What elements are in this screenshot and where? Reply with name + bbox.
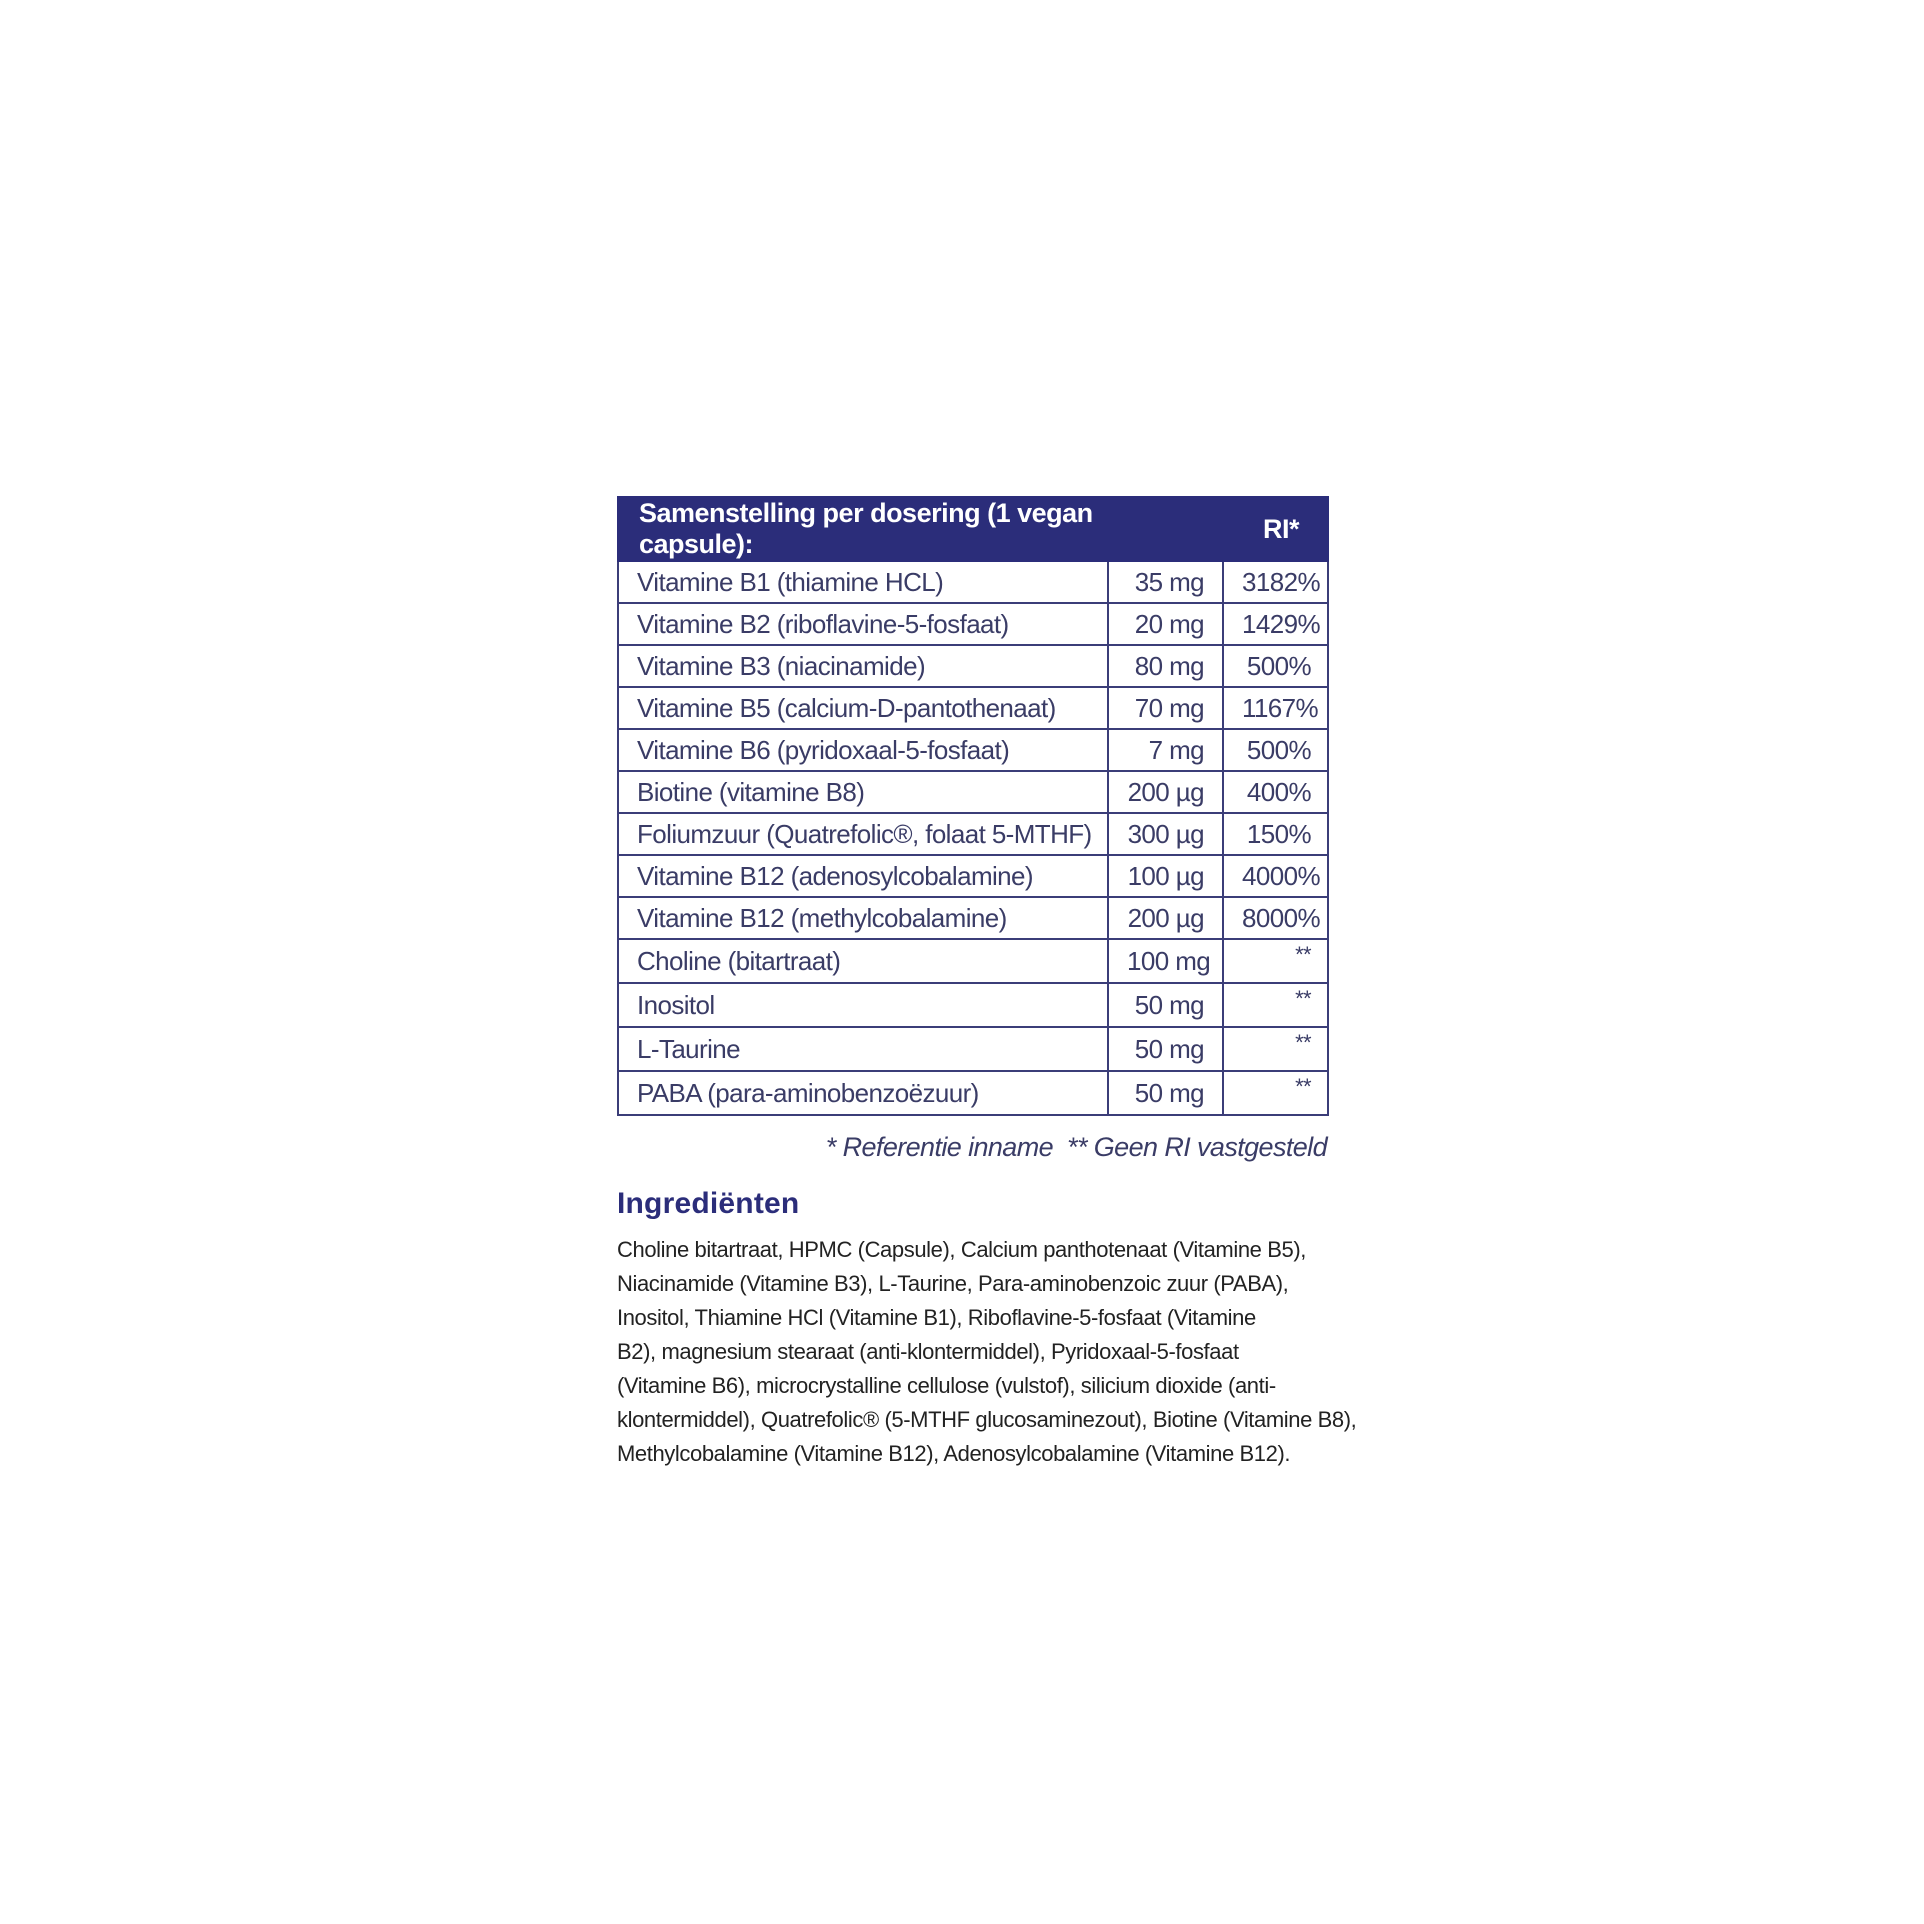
no-ri-footnote: ** Geen RI vastgesteld (1067, 1132, 1327, 1162)
nutrient-ri: ** (1223, 1027, 1328, 1071)
nutrient-name: Choline (bitartraat) (618, 939, 1108, 983)
table-row (618, 897, 1328, 939)
nutrient-name: Vitamine B12 (methylcobalamine) (618, 897, 1108, 939)
nutrient-amount: 200 µg (1108, 897, 1223, 939)
ingredients-line: Inositol, Thiamine HCl (Vitamine B1), Riboflavine-5-fosfaat (Vitamine (617, 1305, 1256, 1330)
nutrient-name: Vitamine B3 (niacinamide) (618, 645, 1108, 687)
nutrient-name: Inositol (618, 983, 1108, 1027)
composition-table (617, 496, 1329, 1116)
table-row (618, 1027, 1328, 1071)
nutrient-amount: 70 mg (1108, 687, 1223, 729)
nutrient-amount: 50 mg (1108, 983, 1223, 1027)
nutrient-name: Biotine (vitamine B8) (618, 771, 1108, 813)
table-row (618, 603, 1328, 645)
ingredients-line: klontermiddel), Quatrefolic® (5-MTHF glucosaminezout), Biotine (Vitamine B8), (617, 1407, 1357, 1432)
nutrient-name: Vitamine B6 (pyridoxaal-5-fosfaat) (618, 729, 1108, 771)
nutrient-amount: 200 µg (1108, 771, 1223, 813)
table-row (618, 561, 1328, 603)
nutrient-ri: 3182% (1223, 561, 1328, 603)
nutrient-name: Vitamine B12 (adenosylcobalamine) (618, 855, 1108, 897)
ingredients-text (617, 1233, 1357, 1471)
nutrient-amount: 20 mg (1108, 603, 1223, 645)
nutrient-ri: 500% (1223, 729, 1328, 771)
table-header-ri: RI* (1223, 497, 1328, 561)
nutrient-ri: 8000% (1223, 897, 1328, 939)
table-row (618, 687, 1328, 729)
table-header-label: Samenstelling per dosering (1 vegan capsule): (618, 497, 1223, 561)
table-row (618, 645, 1328, 687)
nutrient-name: Foliumzuur (Quatrefolic®, folaat 5-MTHF) (618, 813, 1108, 855)
supplement-info-panel (617, 496, 1357, 1471)
ingredients-line: B2), magnesium stearaat (anti-klontermiddel), Pyridoxaal-5-fosfaat (617, 1339, 1239, 1364)
table-row (618, 855, 1328, 897)
nutrient-amount: 80 mg (1108, 645, 1223, 687)
table-row (618, 1071, 1328, 1115)
ingredients-line: Choline bitartraat, HPMC (Capsule), Calcium panthotenaat (Vitamine B5), (617, 1237, 1306, 1262)
ri-footnote: * Referentie inname (825, 1132, 1054, 1162)
nutrient-ri: 500% (1223, 645, 1328, 687)
nutrient-amount: 300 µg (1108, 813, 1223, 855)
ingredients-line: Methylcobalamine (Vitamine B12), Adenosylcobalamine (Vitamine B12). (617, 1441, 1291, 1466)
nutrient-amount: 50 mg (1108, 1071, 1223, 1115)
table-row (618, 771, 1328, 813)
table-row (618, 983, 1328, 1027)
ingredients-title: Ingrediënten (617, 1187, 800, 1220)
nutrient-amount: 35 mg (1108, 561, 1223, 603)
nutrient-ri: ** (1223, 939, 1328, 983)
nutrient-ri: 150% (1223, 813, 1328, 855)
nutrient-name: PABA (para-aminobenzoëzuur) (618, 1071, 1108, 1115)
nutrient-name: Vitamine B5 (calcium-D-pantothenaat) (618, 687, 1108, 729)
nutrient-amount: 7 mg (1108, 729, 1223, 771)
nutrient-ri: 400% (1223, 771, 1328, 813)
table-row (618, 813, 1328, 855)
nutrient-ri: 1167% (1223, 687, 1328, 729)
nutrient-amount: 100 µg (1108, 855, 1223, 897)
ingredients-line: (Vitamine B6), microcrystalline cellulose (vulstof), silicium dioxide (anti- (617, 1373, 1276, 1398)
table-row (618, 939, 1328, 983)
nutrient-ri: 1429% (1223, 603, 1328, 645)
nutrient-amount: 50 mg (1108, 1027, 1223, 1071)
nutrient-ri: ** (1223, 1071, 1328, 1115)
nutrient-name: Vitamine B2 (riboflavine-5-fosfaat) (618, 603, 1108, 645)
table-footnote (617, 1132, 1327, 1163)
nutrient-amount: 100 mg (1108, 939, 1223, 983)
nutrient-ri: ** (1223, 983, 1328, 1027)
table-header-row (618, 497, 1328, 561)
nutrient-name: Vitamine B1 (thiamine HCL) (618, 561, 1108, 603)
table-row (618, 729, 1328, 771)
nutrient-name: L-Taurine (618, 1027, 1108, 1071)
nutrient-ri: 4000% (1223, 855, 1328, 897)
ingredients-line: Niacinamide (Vitamine B3), L-Taurine, Para-aminobenzoic zuur (PABA), (617, 1271, 1289, 1296)
